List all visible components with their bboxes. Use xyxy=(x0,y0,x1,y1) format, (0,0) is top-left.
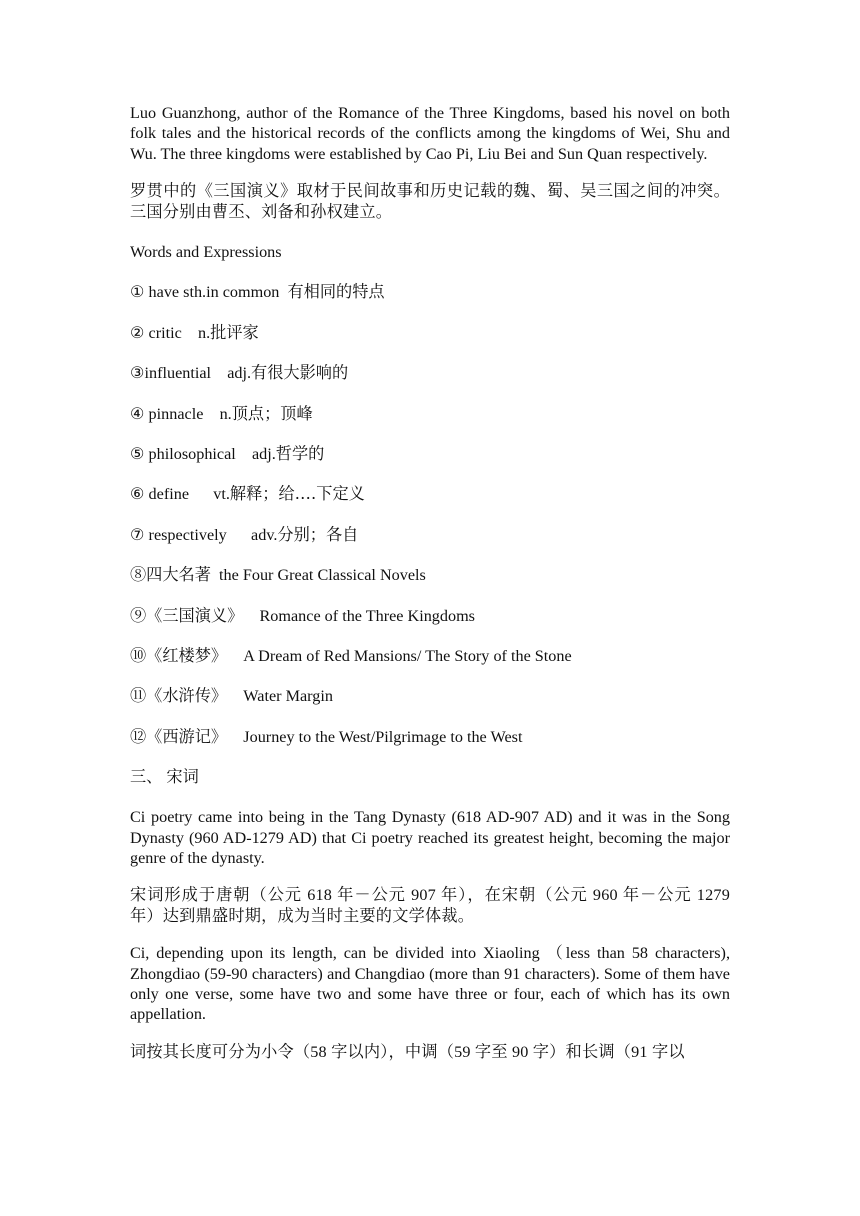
vocab-item-4: ④ pinnacle n.顶点；顶峰 xyxy=(130,404,313,423)
words-heading: Words and Expressions xyxy=(130,243,282,262)
vocab-item-2: ② critic n.批评家 xyxy=(130,323,259,342)
vocab-item-5: ⑤ philosophical adj.哲学的 xyxy=(130,444,325,463)
vocab-item-10: ⑩《红楼梦》 A Dream of Red Mansions/ The Story of the Stone xyxy=(130,646,572,665)
document-page xyxy=(130,103,730,1062)
vocab-item-7: ⑦ respectively adv.分别；各自 xyxy=(130,525,359,544)
vocab-item-6: ⑥ define vt.解释；给‥‥下定义 xyxy=(130,485,365,504)
vocab-item-8: ⑧四大名著 the Four Great Classical Novels xyxy=(130,566,426,585)
paragraph-english-ci-length: Ci, depending upon its length, can be divided into Xiaoling （less than 58 characters), Zhongdiao (59-90 characters) and Changdiao (more than 91 characters). Some of them have only one verse, some have two and some have three or four, each of which has its own appellation. xyxy=(130,944,730,1024)
vocab-item-9: ⑨《三国演义》 Romance of the Three Kingdoms xyxy=(130,606,475,625)
vocab-item-12: ⑫《西游记》 Journey to the West/Pilgrimage to the West xyxy=(130,727,523,746)
paragraph-chinese-ci-origin: 宋词形成于唐朝（公元 618 年－公元 907 年），在宋朝（公元 960 年－公元 1279 年）达到鼎盛时期，成为当时主要的文学体裁。 xyxy=(130,886,730,925)
vocab-item-3: ③influential adj.有很大影响的 xyxy=(130,364,349,383)
vocabulary-list xyxy=(130,282,730,746)
paragraph-english-ci-origin: Ci poetry came into being in the Tang Dynasty (618 AD-907 AD) and it was in the Song Dynasty (960 AD-1279 AD) that Ci poetry reached its greatest height, becoming the major genre of the dynasty. xyxy=(130,808,730,867)
paragraph-chinese-ci-length: 词按其长度可分为小令（58 字以内），中调（59 字至 90 字）和长调（91 字以 xyxy=(130,1042,685,1061)
section-heading-song-ci: 三、 宋词 xyxy=(130,768,199,787)
paragraph-english-luo-guanzhong: Luo Guanzhong, author of the Romance of the Three Kingdoms, based his novel on both folk tales and the historical records of the conflicts among the kingdoms of Wei, Shu and Wu. The three kingdoms were established by Cao Pi, Liu Bei and Sun Quan respectively. xyxy=(130,104,730,163)
paragraph-chinese-luo-guanzhong: 罗贯中的《三国演义》取材于民间故事和历史记载的魏、蜀、吴三国之间的冲突。三国分别由曹丕、刘备和孙权建立。 xyxy=(130,182,730,221)
vocab-item-11: ⑪《水浒传》 Water Margin xyxy=(130,687,333,706)
vocab-item-1: ① have sth.in common 有相同的特点 xyxy=(130,283,385,302)
